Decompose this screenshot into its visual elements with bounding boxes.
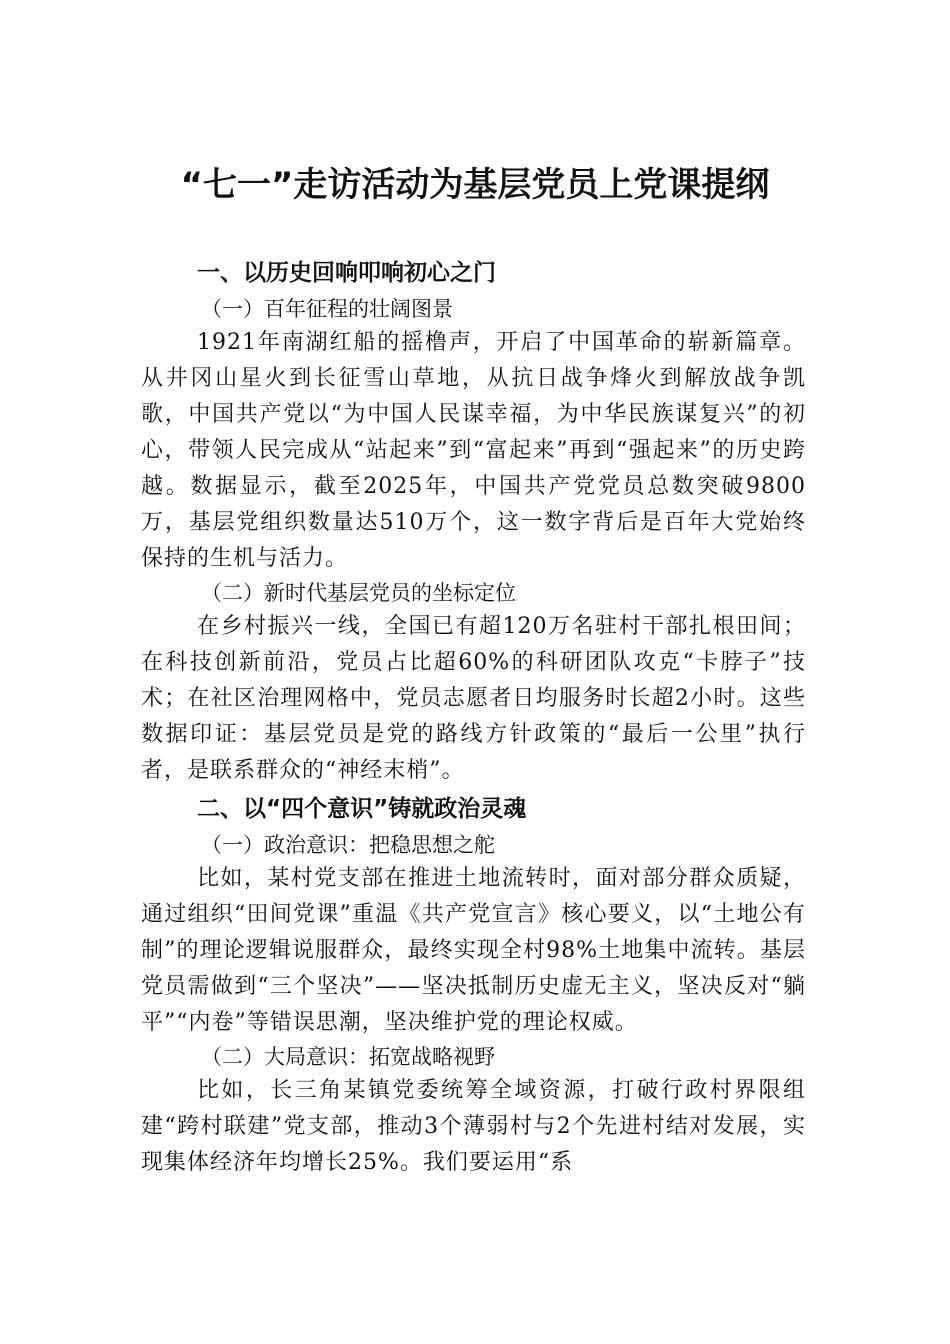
document-title: “七一”走访活动为基层党员上党课提纲	[180, 165, 770, 205]
section-1-1-paragraph: 1921年南湖红船的摇橹声，开启了中国革命的崭新篇章。从井冈山星火到长征雪山草地，从抗日战争烽火到解放战争凯歌，中国共产党以“为中国人民谋幸福，为中华民族谋复兴”的初心，带领人民完成从“站起来”到“富起来”再到“强起来”的历史跨越。数据显示，截至2025年，中国共产党党员总数突破9800万，基层党组织数量达510万个，这一数字背后是百年大党始终保持的生机与活力。	[141, 330, 806, 571]
section-1-1-heading: （一）百年征程的壮阔图景	[201, 297, 453, 321]
section-2-1-paragraph: 比如，某村党支部在推进土地流转时，面对部分群众质疑，通过组织“田间党课”重温《共产党宣言》核心要义，以“土地公有制”的理论逻辑说服群众，最终实现全村98%土地集中流转。基层党员需做到“三个坚决”——坚决抵制历史虚无主义，坚决反对“躺平”“内卷”等错误思潮，坚决维护党的理论权威。	[141, 866, 806, 1035]
section-2-2-heading: （二）大局意识：拓宽战略视野	[201, 1045, 495, 1069]
document-body	[141, 253, 806, 1181]
section-2-1-heading: （一）政治意识：把稳思想之舵	[201, 833, 495, 857]
section-1-2-paragraph: 在乡村振兴一线，全国已有超120万名驻村干部扎根田间；在科技创新前沿，党员占比超60%的科研团队攻克“卡脖子”技术；在社区治理网格中，党员志愿者日均服务时长超2小时。这些数据印证：基层党员是党的路线方针政策的“最后一公里”执行者，是联系群众的“神经末梢”。	[141, 614, 806, 783]
section-2-2-paragraph: 比如，长三角某镇党委统筹全域资源，打破行政村界限组建“跨村联建”党支部，推动3个薄弱村与2个先进村结对发展，实现集体经济年均增长25%。我们要运用“系	[141, 1078, 806, 1175]
section-1-heading: 一、以历史回响叩响初心之门	[197, 260, 496, 286]
section-2-heading: 二、以“四个意识”铸就政治灵魂	[197, 796, 527, 822]
section-1-2-heading: （二）新时代基层党员的坐标定位	[201, 581, 516, 605]
